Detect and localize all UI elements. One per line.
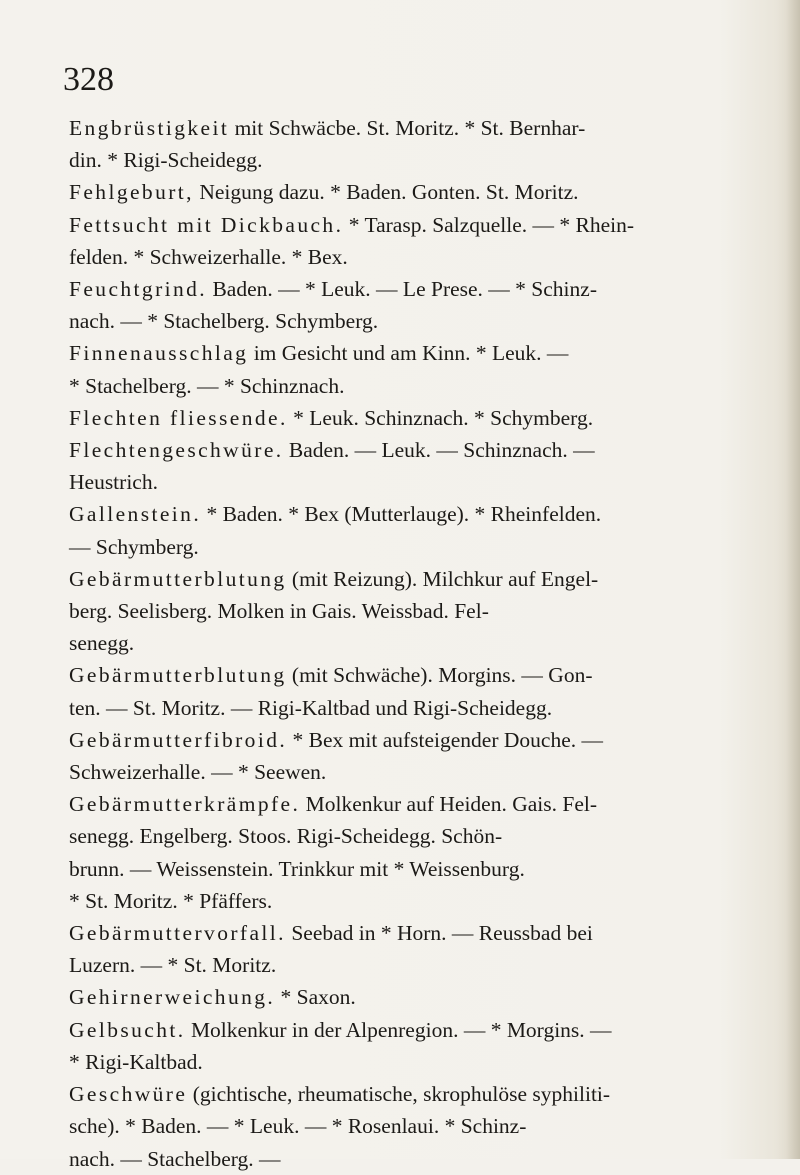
entry-term: Flechten fliessende. <box>69 405 288 430</box>
entry-text: * Bex mit aufsteigender Douche. — <box>287 727 603 752</box>
entry-text: Baden. — Leuk. — Schinznach. — <box>283 438 595 463</box>
entry-term: Fettsucht mit Dickbauch. <box>69 212 344 237</box>
entry-line <box>69 370 759 402</box>
index-entry <box>69 917 759 981</box>
entry-text: nach. — Stachelberg. — <box>69 1146 281 1171</box>
entry-line <box>69 241 759 273</box>
index-entry <box>69 1014 759 1078</box>
entry-text: Heustrich. <box>69 470 158 495</box>
entry-text: — Schymberg. <box>69 534 199 559</box>
entry-line <box>69 595 759 627</box>
entry-line <box>69 531 759 563</box>
entry-text: Luzern. — * St. Moritz. <box>69 953 277 978</box>
entry-line <box>69 917 759 949</box>
entry-text: senegg. <box>69 631 135 656</box>
index-entry <box>69 434 759 498</box>
entry-text: sche). * Baden. — * Leuk. — * Rosenlaui. * Schinz- <box>69 1114 527 1139</box>
entry-text: im Gesicht und am Kinn. * Leuk. — <box>248 341 569 366</box>
entry-text: nach. — * Stachelberg. Schymberg. <box>69 309 379 334</box>
index-entry <box>69 788 759 917</box>
entry-line <box>69 434 759 466</box>
entry-text: senegg. Engelberg. Stoos. Rigi-Scheidegg. Schön- <box>69 824 503 849</box>
entry-term: Gebärmutterblutung <box>69 566 287 591</box>
index-entry <box>69 1078 759 1175</box>
entry-text: * Baden. * Bex (Mutterlauge). * Rheinfelden. <box>201 502 602 527</box>
entry-text: mit Schwäcbe. St. Moritz. * St. Bernhar- <box>229 116 586 140</box>
index-entries <box>69 112 759 1175</box>
entry-text: (mit Schwäche). Morgins. — Gon- <box>286 663 593 688</box>
entry-line <box>69 273 759 305</box>
entry-line <box>69 209 759 241</box>
entry-line <box>69 305 759 337</box>
entry-term: Gebärmuttervorfall. <box>69 921 286 946</box>
entry-text: Neigung dazu. * Baden. Gonten. St. Moritz. <box>193 180 579 205</box>
entry-term: Flechtengeschwüre. <box>69 438 284 463</box>
entry-line <box>69 885 759 917</box>
entry-text: * Saxon. <box>275 985 356 1010</box>
entry-text: Baden. — * Leuk. — Le Prese. — * Schinz- <box>207 277 597 302</box>
entry-term: Gelbsucht. <box>69 1017 186 1042</box>
entry-term: Geschwüre <box>69 1082 188 1107</box>
entry-text: (gichtische, rheumatische, skrophulöse syphiliti- <box>187 1082 611 1107</box>
index-entry <box>69 176 759 208</box>
entry-text: felden. * Schweizerhalle. * Bex. <box>69 244 348 269</box>
entry-line <box>69 466 759 498</box>
entry-line <box>69 853 759 885</box>
entry-line <box>69 498 759 530</box>
entry-text: Seebad in * Horn. — Reussbad bei <box>285 921 593 946</box>
entry-text: Molkenkur auf Heiden. Gais. Fel- <box>300 792 597 817</box>
index-entry <box>69 112 759 176</box>
entry-text: Schweizerhalle. — * Seewen. <box>69 760 327 785</box>
entry-line <box>69 981 759 1013</box>
entry-text: din. * Rigi-Scheidegg. <box>69 148 263 173</box>
page-edge-shadow <box>786 0 800 1159</box>
index-entry <box>69 402 759 434</box>
entry-line <box>69 820 759 852</box>
entry-text: * Stachelberg. — * Schinznach. <box>69 373 345 398</box>
entry-term: Gebärmutterblutung <box>69 663 287 688</box>
entry-term: Fehlgeburt, <box>69 180 194 205</box>
entry-line <box>69 692 759 724</box>
entry-line <box>69 112 759 144</box>
entry-line <box>69 949 759 981</box>
entry-line <box>69 337 759 369</box>
entry-text: * Rigi-Kaltbad. <box>69 1049 203 1074</box>
entry-line <box>69 724 759 756</box>
index-entry <box>69 981 759 1013</box>
entry-line <box>69 1014 759 1046</box>
index-entry <box>69 337 759 401</box>
index-entry <box>69 563 759 660</box>
entry-text: brunn. — Weissenstein. Trinkkur mit * Weissenburg. <box>69 856 525 881</box>
entry-term: Feuchtgrind. <box>69 277 208 302</box>
entry-line <box>69 402 759 434</box>
entry-text: Molkenkur in der Alpenregion. — * Morgins. — <box>185 1017 612 1042</box>
entry-text: (mit Reizung). Milchkur auf Engel- <box>286 566 599 591</box>
index-entry <box>69 273 759 337</box>
entry-line <box>69 144 759 176</box>
index-entry <box>69 659 759 723</box>
entry-line <box>69 756 759 788</box>
entry-term: Engbrüstigkeit <box>69 116 230 140</box>
index-entry <box>69 498 759 562</box>
entry-text: * Leuk. Schinznach. * Schymberg. <box>287 405 594 430</box>
entry-line <box>69 563 759 595</box>
entry-text: berg. Seelisberg. Molken in Gais. Weissbad. Fel- <box>69 599 489 624</box>
entry-text: ten. — St. Moritz. — Rigi-Kaltbad und Rigi-Scheidegg. <box>69 695 553 720</box>
entry-line <box>69 788 759 820</box>
entry-line <box>69 1078 759 1110</box>
entry-term: Finnenausschlag <box>69 341 249 366</box>
entry-line <box>69 176 759 208</box>
entry-term: Gehirnerweichung. <box>69 985 276 1010</box>
page-number: 328 <box>63 61 114 98</box>
entry-line <box>69 1110 759 1142</box>
index-entry <box>69 209 759 273</box>
entry-term: Gallenstein. <box>69 502 202 527</box>
entry-line <box>69 1046 759 1078</box>
entry-term: Gebärmutterfibroid. <box>69 727 288 752</box>
entry-line <box>69 659 759 691</box>
entry-text: * Tarasp. Salzquelle. — * Rhein- <box>343 212 635 237</box>
index-entry <box>69 724 759 788</box>
entry-term: Gebärmutterkrämpfe. <box>69 792 301 817</box>
entry-text: * St. Moritz. * Pfäffers. <box>69 888 273 913</box>
entry-line <box>69 627 759 659</box>
